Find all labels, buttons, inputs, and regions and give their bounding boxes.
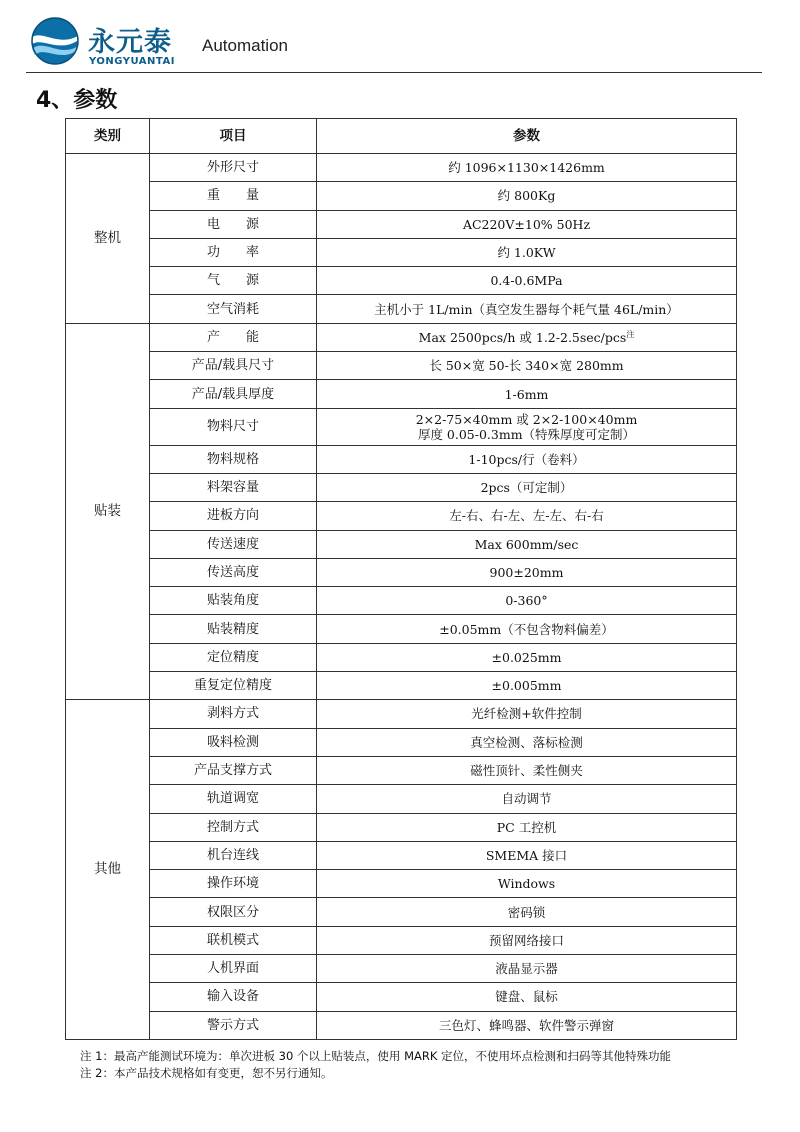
value-cell: ±0.05mm（不包含物料偏差） [317, 615, 737, 643]
table-row [66, 615, 737, 643]
table-row [66, 502, 737, 530]
table-row [66, 841, 737, 869]
brand-english-name: YONGYUANTAI [89, 56, 175, 67]
table-row [66, 898, 737, 926]
table-row [66, 813, 737, 841]
item-cell: 控制方式 [150, 813, 317, 841]
value-cell: 密码锁 [317, 898, 737, 926]
item-cell: 产 能 [150, 323, 317, 351]
yongyuantai-wave-logo-icon [26, 16, 84, 66]
value-cell: PC 工控机 [317, 813, 737, 841]
table-row [66, 182, 737, 210]
item-cell: 产品/载具尺寸 [150, 352, 317, 380]
value-cell: 900±20mm [317, 558, 737, 586]
item-cell: 重复定位精度 [150, 672, 317, 700]
value-cell: 预留网络接口 [317, 926, 737, 954]
item-cell: 电 源 [150, 210, 317, 238]
item-cell: 轨道调宽 [150, 785, 317, 813]
value-cell: 长 50×宽 50-长 340×宽 280mm [317, 352, 737, 380]
section-title: 4、参数 [36, 88, 118, 113]
item-cell: 外形尺寸 [150, 154, 317, 182]
table-row [66, 530, 737, 558]
table-row [66, 926, 737, 954]
value-cell [317, 323, 737, 351]
header-value: 参数 [317, 119, 737, 154]
item-cell: 贴装角度 [150, 587, 317, 615]
footnote-1: 注 1：最高产能测试环境为：单次进板 30 个以上贴装点，使用 MARK 定位，不使用坏点检测和扫码等其他特殊功能 [80, 1049, 672, 1063]
table-row [66, 955, 737, 983]
table-row [66, 558, 737, 586]
table-row [66, 154, 737, 182]
spec-table [65, 118, 737, 1040]
category-cell: 整机 [66, 154, 150, 324]
value-cell: ±0.005mm [317, 672, 737, 700]
value-cell: 磁性顶针、柔性侧夹 [317, 756, 737, 784]
value-cell: 三色灯、蜂鸣器、软件警示弹窗 [317, 1011, 737, 1039]
item-cell: 物料尺寸 [150, 408, 317, 445]
item-cell: 剥料方式 [150, 700, 317, 728]
table-row [66, 267, 737, 295]
value-cell: 约 1096×1130×1426mm [317, 154, 737, 182]
table-row [66, 352, 737, 380]
table-row [66, 643, 737, 671]
table-row [66, 408, 737, 445]
table-row [66, 238, 737, 266]
table-row [66, 295, 737, 323]
header-category: 类别 [66, 119, 150, 154]
table-header-row [66, 119, 737, 154]
value-cell: 键盘、鼠标 [317, 983, 737, 1011]
footnotes [80, 1048, 671, 1082]
category-cell: 贴装 [66, 323, 150, 700]
item-cell: 气 源 [150, 267, 317, 295]
value-cell: 约 1.0KW [317, 238, 737, 266]
value-cell: 液晶显示器 [317, 955, 737, 983]
value-line-1: 2×2-75×40mm 或 2×2-100×40mm [415, 411, 638, 427]
footnote-2: 注 2：本产品技术规格如有变更，恕不另行通知。 [80, 1066, 333, 1080]
item-cell: 进板方向 [150, 502, 317, 530]
item-cell: 联机模式 [150, 926, 317, 954]
value-cell: 光纤检测+软件控制 [317, 700, 737, 728]
value-cell: 0.4-0.6MPa [317, 267, 737, 295]
item-cell: 贴装精度 [150, 615, 317, 643]
value-cell: 0-360° [317, 587, 737, 615]
item-cell: 操作环境 [150, 870, 317, 898]
header-divider [26, 72, 762, 73]
value-cell: AC220V±10% 50Hz [317, 210, 737, 238]
category-cell: 其他 [66, 700, 150, 1040]
item-cell: 产品/载具厚度 [150, 380, 317, 408]
value-cell: 左-右、右-左、左-左、右-右 [317, 502, 737, 530]
item-cell: 料架容量 [150, 473, 317, 501]
value-line-2: 厚度 0.05-0.3mm（特殊厚度可定制） [417, 426, 636, 442]
table-row [66, 380, 737, 408]
value-cell: 主机小于 1L/min（真空发生器每个耗气量 46L/min） [317, 295, 737, 323]
footnote-marker: 注 [626, 329, 635, 339]
value-cell: 约 800Kg [317, 182, 737, 210]
item-cell: 产品支撑方式 [150, 756, 317, 784]
value-cell: 1-10pcs/行（卷料） [317, 445, 737, 473]
table-row [66, 445, 737, 473]
header-item: 项目 [150, 119, 317, 154]
table-row [66, 587, 737, 615]
brand-suffix: Automation [202, 36, 288, 55]
table-row [66, 210, 737, 238]
page-header [26, 14, 762, 74]
value-cell: 1-6mm [317, 380, 737, 408]
table-row [66, 1011, 737, 1039]
value-cell: ±0.025mm [317, 643, 737, 671]
value-text: Max 2500pcs/h 或 1.2-2.5sec/pcs [418, 329, 627, 345]
item-cell: 空气消耗 [150, 295, 317, 323]
item-cell: 传送速度 [150, 530, 317, 558]
brand-chinese-name: 永元泰 [88, 27, 172, 58]
table-row [66, 785, 737, 813]
item-cell: 人机界面 [150, 955, 317, 983]
item-cell: 重 量 [150, 182, 317, 210]
value-cell: 真空检测、落标检测 [317, 728, 737, 756]
value-cell: Windows [317, 870, 737, 898]
item-cell: 警示方式 [150, 1011, 317, 1039]
value-cell: 2pcs（可定制） [317, 473, 737, 501]
table-row [66, 700, 737, 728]
item-cell: 物料规格 [150, 445, 317, 473]
value-cell [317, 408, 737, 445]
item-cell: 机台连线 [150, 841, 317, 869]
value-cell: 自动调节 [317, 785, 737, 813]
item-cell: 权限区分 [150, 898, 317, 926]
value-cell: SMEMA 接口 [317, 841, 737, 869]
table-row [66, 728, 737, 756]
item-cell: 传送高度 [150, 558, 317, 586]
table-row [66, 983, 737, 1011]
table-row [66, 756, 737, 784]
table-row [66, 323, 737, 351]
table-row [66, 672, 737, 700]
table-row [66, 870, 737, 898]
item-cell: 功 率 [150, 238, 317, 266]
item-cell: 定位精度 [150, 643, 317, 671]
value-cell: Max 600mm/sec [317, 530, 737, 558]
table-row [66, 473, 737, 501]
item-cell: 输入设备 [150, 983, 317, 1011]
item-cell: 吸料检测 [150, 728, 317, 756]
